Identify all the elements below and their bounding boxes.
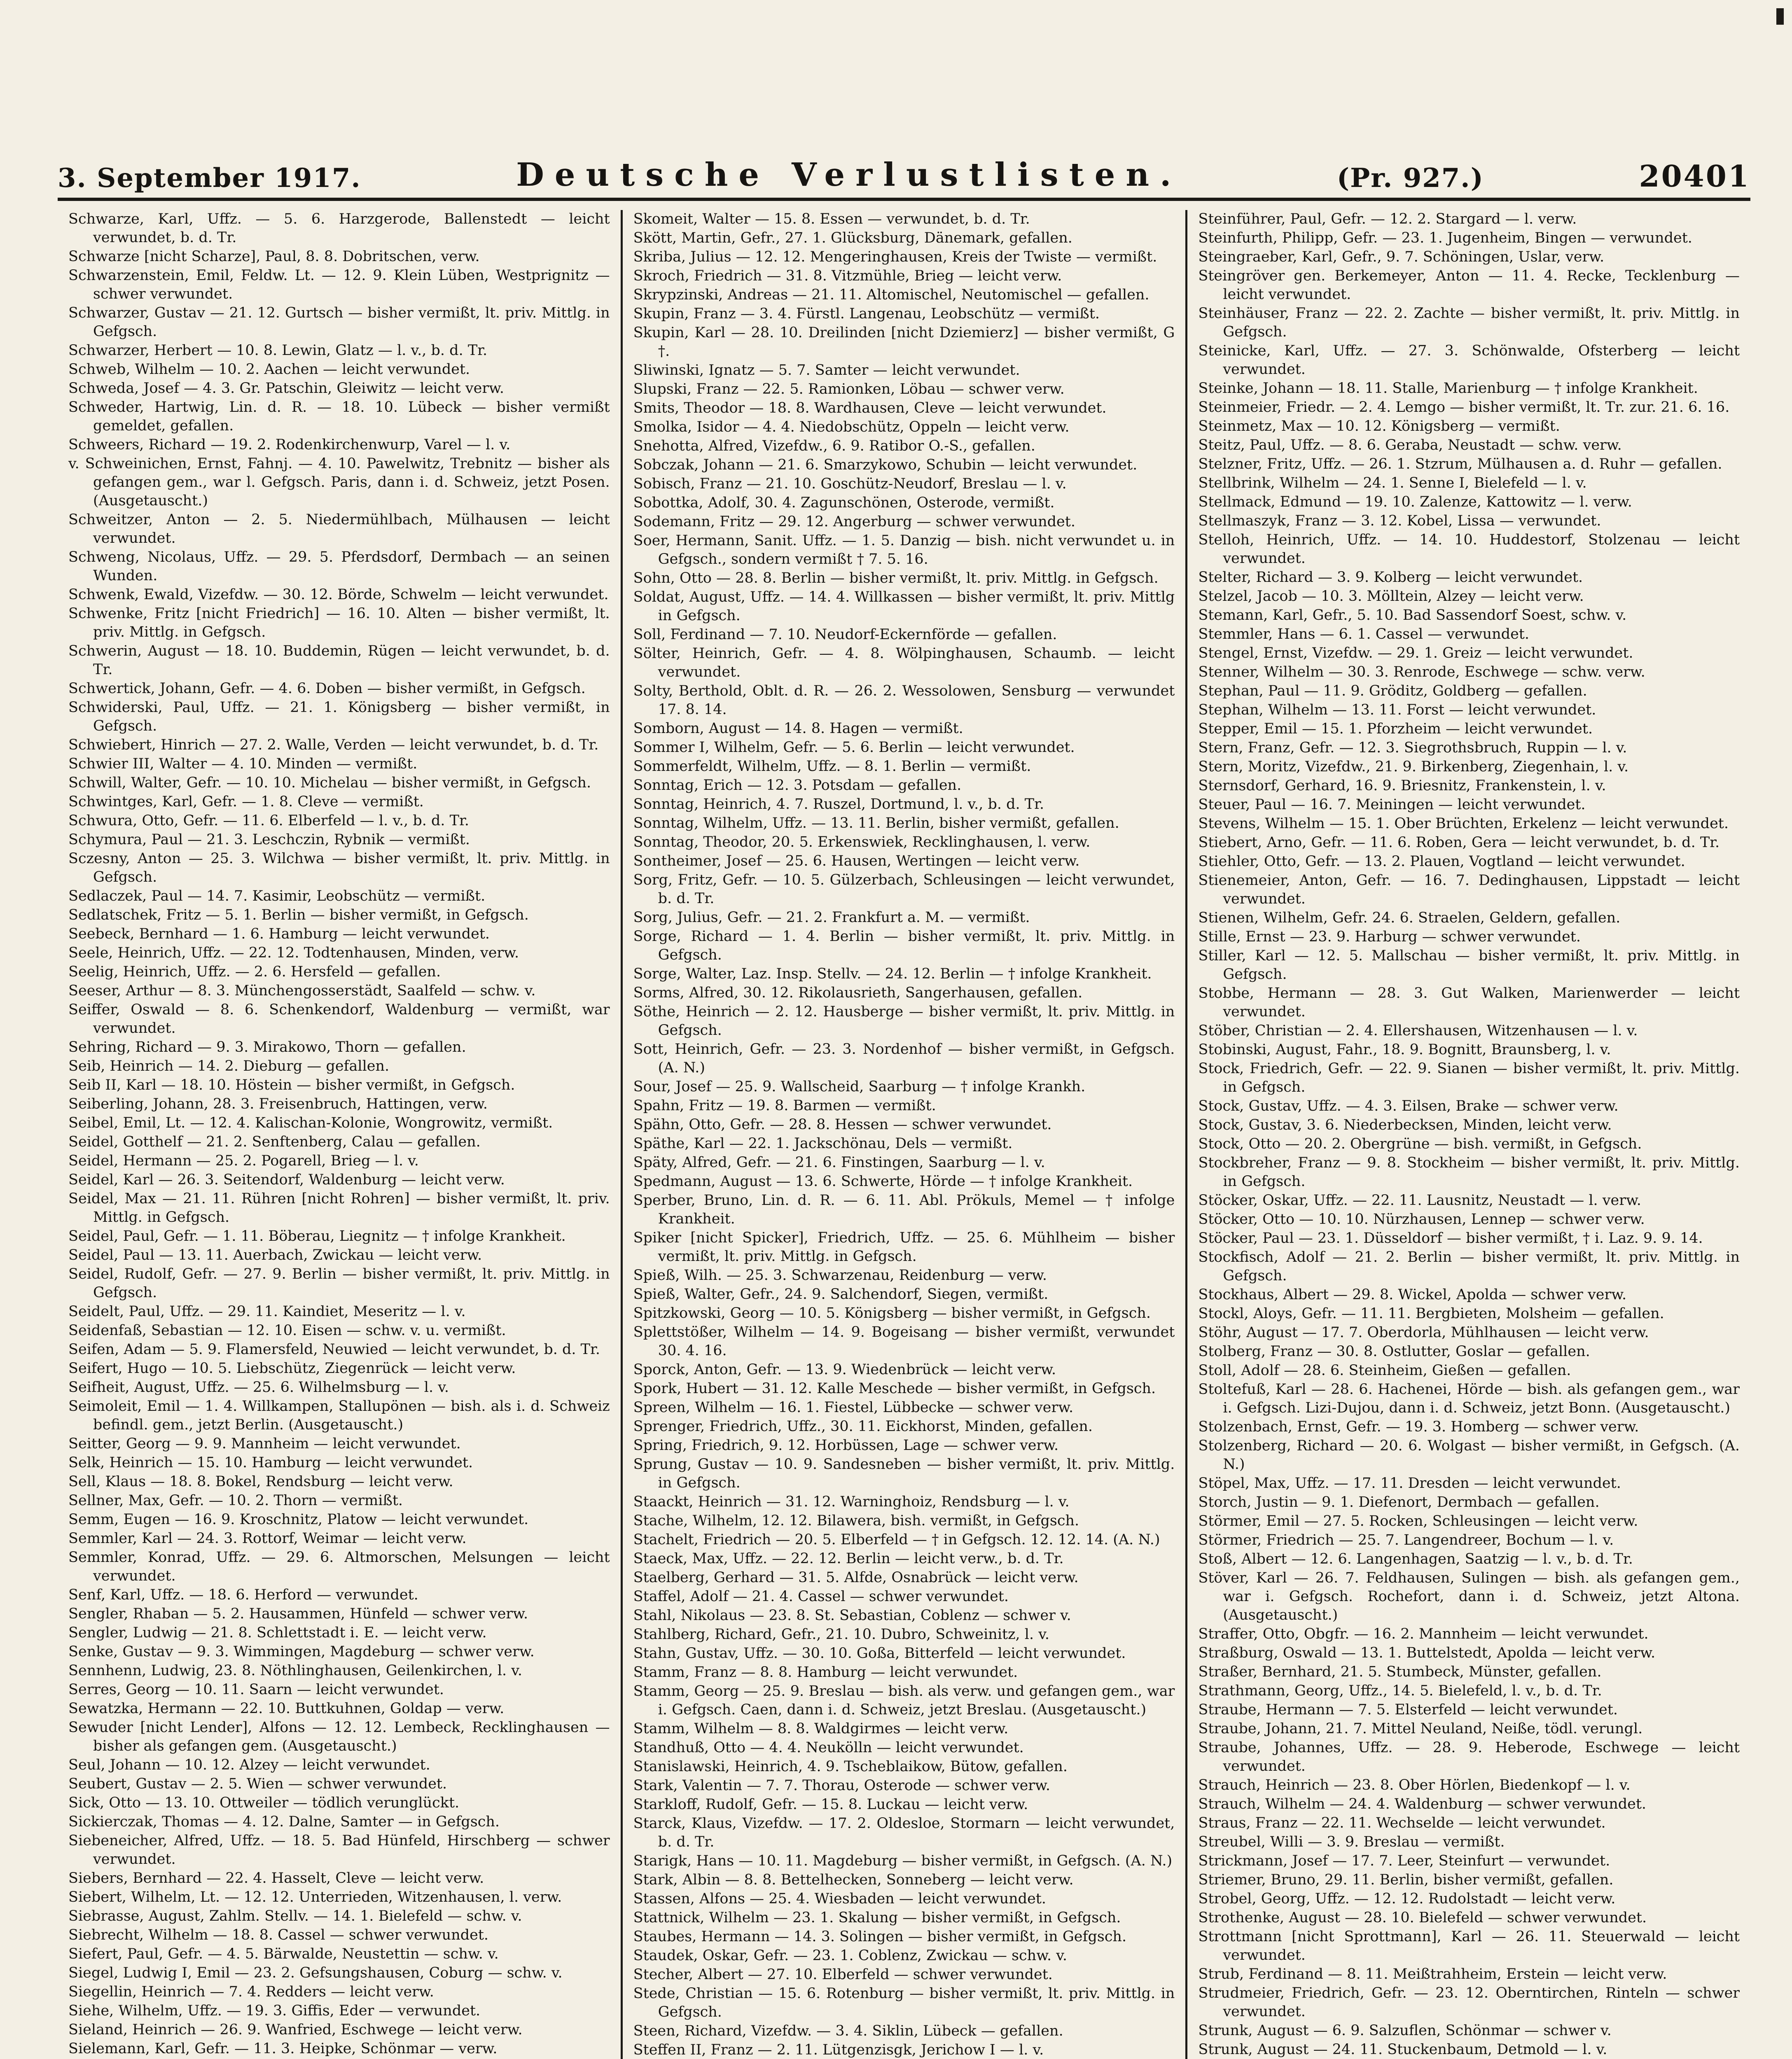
casualty-entry: Sonntag, Theodor, 20. 5. Erkenswiek, Recklinghausen, l. verw.: [633, 834, 1091, 850]
casualty-entry: Semmler, Karl — 24. 3. Rottorf, Weimar — leicht verw.: [68, 1530, 467, 1547]
casualty-entry: Straube, Johann, 21. 7. Mittel Neuland, Neiße, tödl. verungl.: [1198, 1721, 1643, 1737]
casualty-entry: Schwerin, August — 18. 10. Buddemin, Rügen — leicht verwundet, b. d. Tr.: [68, 643, 610, 678]
casualty-entry: Spreen, Wilhelm — 16. 1. Fiestel, Lübbecke — schwer verw.: [633, 1399, 1074, 1416]
casualty-entry: Stemmler, Hans — 6. 1. Cassel — verwundet.: [1198, 626, 1529, 642]
casualty-entry: Staubes, Hermann — 14. 3. Solingen — bisher vermißt, in Gefgsch.: [633, 1928, 1127, 1945]
casualty-entry: Spitzkowski, Georg — 10. 5. Königsberg — bisher vermißt, in Gefgsch.: [633, 1305, 1151, 1321]
casualty-entry: Stanislawski, Heinrich, 4. 9. Tscheblaikow, Bütow, gefallen.: [633, 1758, 1068, 1775]
casualty-entry: Stock, Gustav, 3. 6. Niederbecksen, Minden, leicht verw.: [1198, 1117, 1612, 1133]
casualty-entry: Staudek, Oskar, Gefr. — 23. 1. Coblenz, Zwickau — schw. v.: [633, 1947, 1068, 1964]
casualty-entry: Spork, Hubert — 31. 12. Kalle Meschede — bisher vermißt, in Gefgsch.: [633, 1380, 1156, 1397]
page-number: 20401: [1639, 159, 1750, 194]
casualty-entry: Steinfurth, Philipp, Gefr. — 23. 1. Jugenheim, Bingen — verwundet.: [1198, 230, 1692, 246]
casualty-entry: Stoll, Adolf — 28. 6. Steinheim, Gießen — gefallen.: [1198, 1362, 1571, 1379]
casualty-entry: Siehe, Wilhelm, Uffz. — 19. 3. Giffis, Eder — verwundet.: [68, 2003, 481, 2019]
casualty-entry: Straube, Johannes, Uffz. — 28. 9. Heberode, Eschwege — leicht verwundet.: [1198, 1739, 1740, 1774]
casualty-entry: Soldat, August, Uffz. — 14. 4. Willkassen — bisher vermißt, lt. priv. Mittlg in Gefgsch.: [633, 589, 1175, 624]
casualty-entry: Steffen II, Franz — 2. 11. Lütgenzisgk, Jerichow I — l. v.: [633, 2042, 1044, 2058]
casualty-entry: Sewuder [nicht Lender], Alfons — 12. 12. Lembeck, Recklinghausen — bisher als gefangen gem. (Ausgetauscht.): [68, 1719, 610, 1754]
casualty-entry: Steitz, Paul, Uffz. — 8. 6. Geraba, Neustadt — schw. verw.: [1198, 437, 1622, 453]
casualty-entry: Spieß, Wilh. — 25. 3. Schwarzenau, Reidenburg — verw.: [633, 1267, 1047, 1284]
casualty-entry: Staackt, Heinrich — 31. 12. Warninghoiz, Rendsburg — l. v.: [633, 1494, 1070, 1510]
casualty-entry: Seifheit, August, Uffz. — 25. 6. Wilhelmsburg — l. v.: [68, 1379, 449, 1396]
casualty-entry: Sedlatschek, Fritz — 5. 1. Berlin — bisher vermißt, in Gefgsch.: [68, 907, 529, 923]
casualty-entry: Straffer, Otto, Obgfr. — 16. 2. Mannheim — leicht verwundet.: [1198, 1626, 1649, 1642]
casualty-entry: Seimoleit, Emil — 1. 4. Willkampen, Stallupönen — bish. als i. d. Schweiz befindl. gem., jetzt Berlin. (Ausgetauscht.): [68, 1398, 610, 1433]
casualty-entry: Siebert, Wilhelm, Lt. — 12. 12. Unterrieden, Witzenhausen, l. verw.: [68, 1889, 562, 1905]
casualty-entry: Spähn, Otto, Gefr. — 28. 8. Hessen — schwer verwundet.: [633, 1116, 1052, 1133]
casualty-entry: Seidelt, Paul, Uffz. — 29. 11. Kaindiet, Meseritz — l. v.: [68, 1303, 466, 1320]
casualty-entry: Sporck, Anton, Gefr. — 13. 9. Wiedenbrück — leicht verw.: [633, 1361, 1056, 1378]
casualty-entry: v. Schweinichen, Ernst, Fahnj. — 4. 10. Pawelwitz, Trebnitz — bisher als gefangen gem., war l. Gefgsch. Paris, dann i. d. Schweiz, jetzt Posen. (Ausgetauscht.): [68, 455, 610, 509]
casualty-entry: Schwarze, Karl, Uffz. — 5. 6. Harzgerode, Ballenstedt — leicht verwundet, b. d. Tr.: [68, 211, 610, 246]
casualty-entry: Skriba, Julius — 12. 12. Mengeringhausen, Kreis der Twiste — vermißt.: [633, 249, 1157, 265]
casualty-entry: Stark, Albin — 8. 8. Bettelhecken, Sonneberg — leicht verw.: [633, 1872, 1074, 1888]
casualty-entry: Skroch, Friedrich — 31. 8. Vitzmühle, Brieg — leicht verw.: [633, 268, 1062, 284]
casualty-entry: Sengler, Rhaban — 5. 2. Hausammen, Hünfeld — schwer verw.: [68, 1606, 528, 1622]
casualty-entry: Sommer I, Wilhelm, Gefr. — 5. 6. Berlin — leicht verwundet.: [633, 739, 1075, 756]
casualty-entry: Strothenke, August — 28. 10. Bielefeld — schwer verwundet.: [1198, 1910, 1647, 1926]
casualty-entry: Stelloh, Heinrich, Uffz. — 14. 10. Huddestorf, Stolzenau — leicht verwundet.: [1198, 532, 1740, 567]
casualty-entry: Siebers, Bernhard — 22. 4. Hasselt, Cleve — leicht verw.: [68, 1870, 484, 1886]
casualty-entry: Staelberg, Gerhard — 31. 5. Alfde, Osnabrück — leicht verw.: [633, 1569, 1079, 1586]
casualty-entry: Stöcker, Paul — 23. 1. Düsseldorf — bisher vermißt, † i. Laz. 9. 9. 14.: [1198, 1230, 1703, 1247]
casualty-entry: Strathmann, Georg, Uffz., 14. 5. Bielefeld, l. v., b. d. Tr.: [1198, 1683, 1602, 1699]
casualty-entry: Sellner, Max, Gefr. — 10. 2. Thorn — vermißt.: [68, 1492, 403, 1509]
casualty-entry: Stelter, Richard — 3. 9. Kolberg — leicht verwundet.: [1198, 569, 1583, 586]
casualty-entry: Stiller, Karl — 12. 5. Mallschau — bisher vermißt, lt. priv. Mittlg. in Gefgsch.: [1198, 948, 1740, 983]
casualty-entry: Stöpel, Max, Uffz. — 17. 11. Dresden — leicht verwundet.: [1198, 1475, 1621, 1492]
casualty-entry: Späthe, Karl — 22. 1. Jackschönau, Dels — vermißt.: [633, 1135, 1013, 1152]
casualty-entry: Strunk, August — 24. 11. Stuckenbaum, Detmold — l. v.: [1198, 2041, 1607, 2058]
casualty-entry: Steingröver gen. Berkemeyer, Anton — 11. 4. Recke, Tecklenburg — leicht verwundet.: [1198, 268, 1740, 303]
casualty-entry: Schweng, Nicolaus, Uffz. — 29. 5. Pferdsdorf, Dermbach — an seinen Wunden.: [68, 549, 610, 584]
casualty-entry: Späty, Alfred, Gefr. — 21. 6. Finstingen, Saarburg — l. v.: [633, 1154, 1045, 1171]
casualty-entry: Sobisch, Franz — 21. 10. Goschütz-Neudorf, Breslau — l. v.: [633, 476, 1067, 492]
casualty-entry: Staeck, Max, Uffz. — 22. 12. Berlin — leicht verw., b. d. Tr.: [633, 1550, 1064, 1567]
casualty-entry: Siebrasse, August, Zahlm. Stellv. — 14. 1. Bielefeld — schw. v.: [68, 1908, 522, 1924]
casualty-entry: Schwenke, Fritz [nicht Friedrich] — 16. 10. Alten — bisher vermißt, lt. priv. Mittlg. in Gefgsch.: [68, 605, 610, 640]
casualty-entry: Seidel, Paul, Gefr. — 1. 11. Böberau, Liegnitz — † infolge Krankheit.: [68, 1228, 566, 1244]
casualty-entry: Schwarzenstein, Emil, Feldw. Lt. — 12. 9. Klein Lüben, Westprignitz — schwer verwundet.: [68, 267, 610, 302]
casualty-entry: Seidel, Paul — 13. 11. Auerbach, Zwickau — leicht verw.: [68, 1247, 482, 1263]
casualty-entry: Stamm, Georg — 25. 9. Breslau — bish. als verw. und gefangen gem., war i. Gefgsch. Caen, dann i. d. Schweiz, jetzt Breslau. (Ausgetauscht.): [633, 1683, 1175, 1718]
casualty-entry: Stille, Ernst — 23. 9. Harburg — schwer verwundet.: [1198, 929, 1581, 945]
casualty-entry: Schweb, Wilhelm — 10. 2. Aachen — leicht verwundet.: [68, 361, 470, 378]
casualty-entry: Strobel, Georg, Uffz. — 12. 12. Rudolstadt — leicht verw.: [1198, 1891, 1616, 1907]
casualty-entry: Seib II, Karl — 18. 10. Höstein — bisher vermißt, in Gefgsch.: [68, 1077, 515, 1093]
column-2: [621, 210, 1186, 2059]
casualty-entry: Spiker [nicht Spicker], Friedrich, Uffz. — 25. 6. Mühlheim — bisher vermißt, lt. priv. Mittlg. in Gefgsch.: [633, 1230, 1175, 1265]
casualty-entry: Skupin, Franz — 3. 4. Fürstl. Langenau, Leobschütz — vermißt.: [633, 306, 1100, 322]
casualty-entry: Stobinski, August, Fahr., 18. 9. Bognitt, Braunsberg, l. v.: [1198, 1041, 1611, 1058]
casualty-entry: Skomeit, Walter — 15. 8. Essen — verwundet, b. d. Tr.: [633, 211, 1030, 227]
casualty-entry: Stachelt, Friedrich — 20. 5. Elberfeld — † in Gefgsch. 12. 12. 14. (A. N.): [633, 1531, 1160, 1548]
casualty-entry: Sedlaczek, Paul — 14. 7. Kasimir, Leobschütz — vermißt.: [68, 888, 486, 904]
casualty-entry: Stockfisch, Adolf — 21. 2. Berlin — bisher vermißt, lt. priv. Mittlg. in Gefgsch.: [1198, 1249, 1740, 1284]
casualty-entry: Senke, Gustav — 9. 3. Wimmingen, Magdeburg — schwer verw.: [68, 1643, 535, 1660]
casualty-entry: Stiebert, Arno, Gefr. — 11. 6. Roben, Gera — leicht verwundet, b. d. Tr.: [1198, 834, 1720, 851]
casualty-entry: Sott, Heinrich, Gefr. — 23. 3. Nordenhof — bisher vermißt, in Gefgsch. (A. N.): [633, 1041, 1175, 1076]
casualty-entry: Seidel, Gotthelf — 21. 2. Senftenberg, Calau — gefallen.: [68, 1134, 481, 1150]
casualty-entry: Stoß, Albert — 12. 6. Langenhagen, Saatzig — l. v., b. d. Tr.: [1198, 1551, 1633, 1567]
casualty-entry: Schweder, Hartwig, Lin. d. R. — 18. 10. Lübeck — bisher vermißt gemeldet, gefallen.: [68, 399, 610, 434]
casualty-entry: Skupin, Karl — 28. 10. Dreilinden [nicht Dziemierz] — bisher vermißt, G †.: [633, 324, 1175, 360]
casualty-entry: Stamm, Wilhelm — 8. 8. Waldgirmes — leicht verw.: [633, 1721, 1009, 1737]
casualty-entry: Sommerfeldt, Wilhelm, Uffz. — 8. 1. Berlin — vermißt.: [633, 758, 1031, 775]
casualty-entry: Steuer, Paul — 16. 7. Meiningen — leicht verwundet.: [1198, 796, 1586, 813]
casualty-entry: Steen, Richard, Vizefdw. — 3. 4. Siklin, Lübeck — gefallen.: [633, 2023, 1063, 2039]
casualty-entry: Stephan, Wilhelm — 13. 11. Forst — leicht verwundet.: [1198, 702, 1596, 718]
casualty-entry: Steinke, Johann — 18. 11. Stalle, Marienburg — † infolge Krankheit.: [1198, 380, 1698, 397]
casualty-entry: Stemann, Karl, Gefr., 5. 10. Bad Sassendorf Soest, schw. v.: [1198, 607, 1627, 623]
casualty-entry: Schwiebert, Hinrich — 27. 2. Walle, Verden — leicht verwundet, b. d. Tr.: [68, 737, 599, 753]
scan-corner-mark: [1776, 8, 1784, 25]
casualty-entry: Schweitzer, Anton — 2. 5. Niedermühlbach, Mülhausen — leicht verwundet.: [68, 511, 610, 546]
casualty-entry: Seidel, Hermann — 25. 2. Pogarell, Brieg — l. v.: [68, 1153, 419, 1169]
casualty-entry: Snehotta, Alfred, Vizefdw., 6. 9. Ratibor O.-S., gefallen.: [633, 438, 1035, 454]
casualty-entry: Stamm, Franz — 8. 8. Hamburg — leicht verwundet.: [633, 1664, 1018, 1681]
casualty-entry: Stahn, Gustav, Uffz. — 30. 10. Goßa, Bitterfeld — leicht verwundet.: [633, 1645, 1126, 1662]
casualty-entry: Seifen, Adam — 5. 9. Flamersfeld, Neuwied — leicht verwundet, b. d. Tr.: [68, 1341, 600, 1358]
casualty-entry: Stolberg, Franz — 30. 8. Ostlutter, Goslar — gefallen.: [1198, 1343, 1590, 1360]
casualty-entry: Steingraeber, Karl, Gefr., 9. 7. Schöningen, Uslar, verw.: [1198, 249, 1605, 265]
casualty-entry: Schwarzer, Gustav — 21. 12. Gurtsch — bisher vermißt, lt. priv. Mittlg. in Gefgsch.: [68, 305, 610, 340]
casualty-entry: Sternsdorf, Gerhard, 16. 9. Briesnitz, Frankenstein, l. v.: [1198, 777, 1606, 794]
casualty-entry: Seifert, Hugo — 10. 5. Liebschütz, Ziegenrück — leicht verw.: [68, 1360, 516, 1377]
casualty-entry: Schwill, Walter, Gefr. — 10. 10. Michelau — bisher vermißt, in Gefgsch.: [68, 775, 591, 791]
casualty-entry: Strunk, August — 6. 9. Salzuflen, Schönmar — schwer v.: [1198, 2022, 1612, 2039]
casualty-entry: Selk, Heinrich — 15. 10. Hamburg — leicht verwundet.: [68, 1454, 473, 1471]
casualty-entry: Staffel, Adolf — 21. 4. Cassel — schwer verwundet.: [633, 1588, 1009, 1605]
casualty-entry: Seele, Heinrich, Uffz. — 22. 12. Todtenhausen, Minden, verw.: [68, 945, 519, 961]
casualty-entry: Seidenfaß, Sebastian — 12. 10. Eisen — schw. v. u. vermißt.: [68, 1322, 506, 1339]
page-header: [58, 148, 1750, 194]
casualty-entry: Söthe, Heinrich — 2. 12. Hausberge — bisher vermißt, lt. priv. Mittlg. in Gefgsch.: [633, 1004, 1175, 1039]
casualty-entry: Stengel, Ernst, Vizefdw. — 29. 1. Greiz — leicht verwundet.: [1198, 645, 1633, 661]
casualty-entry: Stellmaszyk, Franz — 3. 12. Kobel, Lissa — verwundet.: [1198, 513, 1601, 529]
casualty-entry: Stevens, Wilhelm — 15. 1. Ober Brüchten, Erkelenz — leicht verwundet.: [1198, 815, 1729, 832]
casualty-entry: Schymura, Paul — 21. 3. Leschczin, Rybnik — vermißt.: [68, 831, 470, 848]
casualty-entry: Seidel, Max — 21. 11. Rühren [nicht Rohren] — bisher vermißt, lt. priv. Mittlg. in Gefgsch.: [68, 1191, 610, 1226]
casualty-entry: Schwertick, Johann, Gefr. — 4. 6. Doben — bisher vermißt, in Gefgsch.: [68, 680, 586, 697]
casualty-entry: Stattnick, Wilhelm — 23. 1. Skalung — bisher vermißt, in Gefgsch.: [633, 1910, 1121, 1926]
casualty-entry: Stenner, Wilhelm — 30. 3. Renrode, Eschwege — schw. verw.: [1198, 664, 1645, 680]
casualty-entry: Skött, Martin, Gefr., 27. 1. Glücksburg, Dänemark, gefallen.: [633, 230, 1072, 246]
casualty-entry: Stöver, Karl — 26. 7. Feldhausen, Sulingen — bish. als gefangen gem., war i. Gefgsch. Rochefort, dann i. d. Schweiz, jetzt Altona. (Ausgetauscht.): [1198, 1570, 1740, 1623]
casualty-entry: Soll, Ferdinand — 7. 10. Neudorf-Eckernförde — gefallen.: [633, 626, 1057, 643]
casualty-entry: Sick, Otto — 13. 10. Ottweiler — tödlich verunglückt.: [68, 1795, 460, 1811]
column-3: [1185, 210, 1750, 2059]
casualty-entry: Sengler, Ludwig — 21. 8. Schlettstadt i. E. — leicht verw.: [68, 1625, 487, 1641]
casualty-entry: Spring, Friedrich, 9. 12. Horbüssen, Lage — schwer verw.: [633, 1437, 1059, 1454]
casualty-entry: Seitter, Georg — 9. 9. Mannheim — leicht verwundet.: [68, 1436, 461, 1452]
casualty-entry: Stolzenberg, Richard — 20. 6. Wolgast — bisher vermißt, in Gefgsch. (A. N.): [1198, 1438, 1740, 1473]
casualty-entry: Stockl, Aloys, Gefr. — 11. 11. Bergbieten, Molsheim — gefallen.: [1198, 1305, 1664, 1322]
casualty-entry: Siebeneicher, Alfred, Uffz. — 18. 5. Bad Hünfeld, Hirschberg — schwer verwundet.: [68, 1833, 610, 1868]
casualty-entry: Stock, Friedrich, Gefr. — 22. 9. Sianen — bisher vermißt, lt. priv. Mittlg. in Gefgsch.: [1198, 1060, 1740, 1095]
casualty-entry: Sobottka, Adolf, 30. 4. Zagunschönen, Osterode, vermißt.: [633, 495, 1055, 511]
casualty-entry: Stellmack, Edmund — 19. 10. Zalenze, Kattowitz — l. verw.: [1198, 494, 1632, 510]
casualty-entry: Sieland, Heinrich — 26. 9. Wanfried, Eschwege — leicht verw.: [68, 2022, 523, 2038]
casualty-entry: Stock, Otto — 20. 2. Obergrüne — bish. vermißt, in Gefgsch.: [1198, 1136, 1642, 1152]
casualty-entry: Stern, Moritz, Vizefdw., 21. 9. Birkenberg, Ziegenhain, l. v.: [1198, 759, 1629, 775]
casualty-entry: Sorge, Richard — 1. 4. Berlin — bisher vermißt, lt. priv. Mittlg. in Gefgsch.: [633, 928, 1175, 963]
casualty-entry: Stecher, Albert — 27. 10. Elberfeld — schwer verwundet.: [633, 1966, 1053, 1983]
casualty-entry: Sorge, Walter, Laz. Insp. Stellv. — 24. 12. Berlin — † infolge Krankheit.: [633, 966, 1152, 982]
issue-date: 3. September 1917.: [58, 163, 361, 194]
casualty-entry: Stockhaus, Albert — 29. 8. Wickel, Apolda — schwer verw.: [1198, 1286, 1627, 1303]
casualty-entry: Sohn, Otto — 28. 8. Berlin — bisher vermißt, lt. priv. Mittlg. in Gefgsch.: [633, 570, 1159, 586]
casualty-entry: Sorg, Fritz, Gefr. — 10. 5. Gülzerbach, Schleusingen — leicht verwundet, b. d. Tr.: [633, 872, 1175, 907]
casualty-entry: Storch, Justin — 9. 1. Diefenort, Dermbach — gefallen.: [1198, 1494, 1600, 1510]
casualty-entry: Seidel, Karl — 26. 3. Seitendorf, Waldenburg — leicht verw.: [68, 1172, 505, 1188]
casualty-entry: Stern, Franz, Gefr. — 12. 3. Siegrothsbruch, Ruppin — l. v.: [1198, 740, 1627, 756]
casualty-entry: Skrypzinski, Andreas — 21. 11. Altomischel, Neutomischel — gefallen.: [633, 287, 1149, 303]
casualty-entry: Solty, Berthold, Oblt. d. R. — 26. 2. Wessolowen, Sensburg — verwundet 17. 8. 14.: [633, 683, 1175, 718]
casualty-entry: Strickmann, Josef — 17. 7. Leer, Steinfurt — verwundet.: [1198, 1853, 1610, 1869]
casualty-entry: Siegellin, Heinrich — 7. 4. Redders — leicht verw.: [68, 1984, 434, 2000]
casualty-entry: Semmler, Konrad, Uffz. — 29. 6. Altmorschen, Melsungen — leicht verwundet.: [68, 1549, 610, 1584]
casualty-entry: Schwiderski, Paul, Uffz. — 21. 1. Königsberg — bisher vermißt, in Gefgsch.: [68, 699, 610, 734]
casualty-entry: Straube, Hermann — 7. 5. Elsterfeld — leicht verwundet.: [1198, 1702, 1618, 1718]
casualty-entry: Stephan, Paul — 11. 9. Gröditz, Goldberg — gefallen.: [1198, 683, 1587, 699]
casualty-entry: Sickierczak, Thomas — 4. 12. Dalne, Samter — in Gefgsch.: [68, 1814, 500, 1830]
publication-title: Deutsche Verlustlisten.: [516, 156, 1182, 194]
casualty-entry: Straus, Franz — 22. 11. Wechselde — leicht verwundet.: [1198, 1815, 1606, 1831]
casualty-entry: Seebeck, Bernhard — 1. 6. Hamburg — leicht verwundet.: [68, 926, 490, 942]
casualty-entry: Siefert, Paul, Gefr. — 4. 5. Bärwalde, Neustettin — schw. v.: [68, 1946, 499, 1962]
casualty-entry: Soer, Hermann, Sanit. Uffz. — 1. 5. Danzig — bish. nicht verwundet u. in Gefgsch., sondern vermißt † 7. 5. 16.: [633, 532, 1175, 567]
casualty-entry: Strauch, Wilhelm — 24. 4. Waldenburg — schwer verwundet.: [1198, 1796, 1647, 1812]
casualty-entry: Stassen, Alfons — 25. 4. Wiesbaden — leicht verwundet.: [633, 1891, 1046, 1907]
casualty-entry: Serres, Georg — 10. 11. Saarn — leicht verwundet.: [68, 1681, 444, 1698]
casualty-entry: Standhuß, Otto — 4. 4. Neukölln — leicht verwundet.: [633, 1739, 1024, 1756]
casualty-entry: Seidel, Rudolf, Gefr. — 27. 9. Berlin — bisher vermißt, lt. priv. Mittlg. in Gefgsch.: [68, 1266, 610, 1301]
header-rule: [58, 198, 1750, 201]
casualty-entry: Semm, Eugen — 16. 9. Kroschnitz, Platow — leicht verwundet.: [68, 1511, 529, 1528]
casualty-entry: Sodemann, Fritz — 29. 12. Angerburg — schwer verwundet.: [633, 514, 1075, 530]
casualty-entry: Stelzel, Jacob — 10. 3. Mölltein, Alzey — leicht verw.: [1198, 588, 1584, 605]
casualty-entry: Starck, Klaus, Vizefdw. — 17. 2. Oldesloe, Stormarn — leicht verwundet, b. d. Tr.: [633, 1815, 1175, 1850]
casualty-entry: Spahn, Fritz — 19. 8. Barmen — vermißt.: [633, 1097, 936, 1114]
casualty-entry: Somborn, August — 14. 8. Hagen — vermißt.: [633, 720, 963, 737]
casualty-entry: Sontheimer, Josef — 25. 6. Hausen, Wertingen — leicht verw.: [633, 853, 1080, 869]
casualty-entry: Sobczak, Johann — 21. 6. Smarzykowo, Schubin — leicht verwundet.: [633, 457, 1138, 473]
casualty-entry: Störmer, Friedrich — 25. 7. Langendreer, Bochum — l. v.: [1198, 1532, 1614, 1548]
casualty-entry: Sölter, Heinrich, Gefr. — 4. 8. Wölpinghausen, Schaumb. — leicht verwundet.: [633, 645, 1175, 680]
casualty-entry: Stienen, Wilhelm, Gefr. 24. 6. Straelen, Geldern, gefallen.: [1198, 910, 1621, 926]
casualty-entry: Störmer, Emil — 27. 5. Rocken, Schleusingen — leicht verw.: [1198, 1513, 1638, 1529]
column-1: [58, 210, 621, 2059]
casualty-entry: Stede, Christian — 15. 6. Rotenburg — bisher vermißt, lt. priv. Mittlg. in Gefgsch.: [633, 1985, 1175, 2020]
casualty-entry: Sehring, Richard — 9. 3. Mirakowo, Thorn — gefallen.: [68, 1039, 466, 1055]
casualty-entry: Stockbreher, Franz — 9. 8. Stockheim — bisher vermißt, lt. priv. Mittlg. in Gefgsch.: [1198, 1155, 1740, 1190]
casualty-entry: Schwier III, Walter — 4. 10. Minden — vermißt.: [68, 756, 418, 772]
casualty-entry: Sonntag, Wilhelm, Uffz. — 13. 11. Berlin, bisher vermißt, gefallen.: [633, 815, 1119, 831]
casualty-entry: Stahl, Nikolaus — 23. 8. St. Sebastian, Coblenz — schwer v.: [633, 1607, 1071, 1624]
casualty-entry: Stahlberg, Richard, Gefr., 21. 10. Dubro, Schweinitz, l. v.: [633, 1626, 1049, 1643]
casualty-entry: Seibel, Emil, Lt. — 12. 4. Kalischan-Kolonie, Wongrowitz, vermißt.: [68, 1115, 553, 1131]
casualty-entry: Seeser, Arthur — 8. 3. Münchengosserstädt, Saalfeld — schw. v.: [68, 983, 536, 999]
casualty-entry: Stelzner, Fritz, Uffz. — 26. 1. Stzrum, Mülhausen a. d. Ruhr — gefallen.: [1198, 456, 1722, 472]
casualty-entry: Stolzenbach, Ernst, Gefr. — 19. 3. Homberg — schwer verw.: [1198, 1419, 1639, 1435]
casualty-entry: Stellbrink, Wilhelm — 24. 1. Senne I, Bielefeld — l. v.: [1198, 475, 1587, 491]
casualty-entry: Stobbe, Hermann — 28. 3. Gut Walken, Marienwerder — leicht verwundet.: [1198, 985, 1740, 1020]
casualty-entry: Sennhenn, Ludwig, 23. 8. Nöthlinghausen, Geilenkirchen, l. v.: [68, 1662, 523, 1679]
casualty-entry: Stöcker, Oskar, Uffz. — 22. 11. Lausnitz, Neustadt — l. verw.: [1198, 1192, 1641, 1209]
casualty-entry: Sell, Klaus — 18. 8. Bokel, Rendsburg — leicht verw.: [68, 1473, 453, 1490]
casualty-entry: Stöcker, Otto — 10. 10. Nürzhausen, Lennep — schwer verw.: [1198, 1211, 1645, 1228]
casualty-entry: Sliwinski, Ignatz — 5. 7. Samter — leicht verwundet.: [633, 362, 1020, 378]
casualty-entry: Seelig, Heinrich, Uffz. — 2. 6. Hersfeld — gefallen.: [68, 964, 441, 980]
casualty-entry: Sprung, Gustav — 10. 9. Sandesneben — bisher vermißt, lt. priv. Mittlg. in Gefgsch.: [633, 1456, 1175, 1491]
casualty-entry: Schwenk, Ewald, Vizefdw. — 30. 12. Börde, Schwelm — leicht verwundet.: [68, 586, 609, 603]
casualty-entry: Schweers, Richard — 19. 2. Rodenkirchenwurp, Varel — l. v.: [68, 437, 511, 453]
casualty-entry: Steinmetz, Max — 10. 12. Königsberg — vermißt.: [1198, 418, 1560, 434]
casualty-entry: Sorms, Alfred, 30. 12. Rikolausrieth, Sangerhausen, gefallen.: [633, 985, 1083, 1001]
casualty-entry: Sour, Josef — 25. 9. Wallscheid, Saarburg — † infolge Krankh.: [633, 1079, 1086, 1095]
casualty-entry: Splettstößer, Wilhelm — 14. 9. Bogeisang — bisher vermißt, verwundet 30. 4. 16.: [633, 1324, 1175, 1359]
issue-number: (Pr. 927.): [1336, 163, 1484, 194]
casualty-entry: Seul, Johann — 10. 12. Alzey — leicht verwundet.: [68, 1757, 430, 1773]
casualty-entry: Straßburg, Oswald — 13. 1. Buttelstedt, Apolda — leicht verw.: [1198, 1645, 1656, 1661]
casualty-entry: Schweda, Josef — 4. 3. Gr. Patschin, Gleiwitz — leicht verw.: [68, 380, 504, 397]
casualty-entry: Stark, Valentin — 7. 7. Thorau, Osterode — schwer verw.: [633, 1777, 1050, 1794]
casualty-entry: Seiffer, Oswald — 8. 6. Schenkendorf, Waldenburg — vermißt, war verwundet.: [68, 1001, 610, 1037]
casualty-entry: Starigk, Hans — 10. 11. Magdeburg — bisher vermißt, in Gefgsch. (A. N.): [633, 1853, 1173, 1869]
casualty-entry: Siegel, Ludwig I, Emil — 23. 2. Gefsungshausen, Coburg — schw. v.: [68, 1965, 563, 1981]
casualty-entry: Stöber, Christian — 2. 4. Ellershausen, Witzenhausen — l. v.: [1198, 1022, 1638, 1039]
casualty-entry: Senf, Karl, Uffz. — 18. 6. Herford — verwundet.: [68, 1587, 418, 1603]
casualty-entry: Steinführer, Paul, Gefr. — 12. 2. Stargard — l. verw.: [1198, 211, 1577, 227]
casualty-entry: Slupski, Franz — 22. 5. Ramionken, Löbau — schwer verw.: [633, 381, 1065, 397]
casualty-entry: Sielemann, Karl, Gefr. — 11. 3. Heipke, Schönmar — verw.: [68, 2040, 498, 2057]
casualty-entry: Strudmeier, Friedrich, Gefr. — 23. 12. Oberntirchen, Rinteln — schwer verwundet.: [1198, 1985, 1740, 2020]
casualty-entry: Schwarze [nicht Scharze], Paul, 8. 8. Dobritschen, verw.: [68, 248, 480, 265]
casualty-entry: Steinhäuser, Franz — 22. 2. Zachte — bisher vermißt, lt. priv. Mittlg. in Gefgsch.: [1198, 305, 1740, 340]
casualty-entry: Spieß, Walter, Gefr., 24. 9. Salchendorf, Siegen, vermißt.: [633, 1286, 1049, 1303]
casualty-entry: Stepper, Emil — 15. 1. Pforzheim — leicht verwundet.: [1198, 721, 1593, 737]
casualty-entry: Stock, Gustav, Uffz. — 4. 3. Eilsen, Brake — schwer verw.: [1198, 1098, 1619, 1114]
casualty-entry: Sewatzka, Hermann — 22. 10. Buttkuhnen, Goldap — verw.: [68, 1700, 505, 1717]
casualty-entry: Seubert, Gustav — 2. 5. Wien — schwer verwundet.: [68, 1776, 447, 1792]
casualty-entry: Steinmeier, Friedr. — 2. 4. Lemgo — bisher vermißt, lt. Tr. zur. 21. 6. 16.: [1198, 399, 1730, 416]
casualty-entry: Sonntag, Erich — 12. 3. Potsdam — gefallen.: [633, 777, 962, 794]
casualty-entry: Sczesny, Anton — 25. 3. Wilchwa — bisher vermißt, lt. priv. Mittlg. in Gefgsch.: [68, 850, 610, 885]
casualty-entry: Strottmann [nicht Sprottmann], Karl — 26. 11. Steuerwald — leicht verwundet.: [1198, 1928, 1740, 1963]
casualty-entry: Steinicke, Karl, Uffz. — 27. 3. Schönwalde, Ofsterberg — leicht verwundet.: [1198, 343, 1740, 378]
casualty-entry: Sorg, Julius, Gefr. — 21. 2. Frankfurt a. M. — vermißt.: [633, 909, 1030, 926]
casualty-entry: Strub, Ferdinand — 8. 11. Meißtrahheim, Erstein — leicht verw.: [1198, 1966, 1667, 1982]
casualty-entry: Seib, Heinrich — 14. 2. Dieburg — gefallen.: [68, 1058, 390, 1074]
casualty-entry: Stiehler, Otto, Gefr. — 13. 2. Plauen, Vogtland — leicht verwundet.: [1198, 853, 1685, 870]
casualty-entry: Schwintges, Karl, Gefr. — 1. 8. Cleve — vermißt.: [68, 794, 424, 810]
casualty-entry: Siebrecht, Wilhelm — 18. 8. Cassel — schwer verwundet.: [68, 1927, 489, 1943]
casualty-entry: Streubel, Willi — 3. 9. Breslau — vermißt.: [1198, 1834, 1505, 1850]
casualty-entry: Straßer, Bernhard, 21. 5. Stumbeck, Münster, gefallen.: [1198, 1664, 1602, 1680]
casualty-entry: Spedmann, August — 13. 6. Schwerte, Hörde — † infolge Krankheit.: [633, 1173, 1133, 1190]
casualty-entry: Stoltefuß, Karl — 28. 6. Hachenei, Hörde — bish. als gefangen gem., war i. Gefgsch. Lizi-Dujou, dann i. d. Schweiz, jetzt Bonn. (Ausgetauscht.): [1198, 1381, 1740, 1416]
casualty-entry: Seiberling, Johann, 28. 3. Freisenbruch, Hattingen, verw.: [68, 1096, 488, 1112]
casualty-entry: Schwura, Otto, Gefr. — 11. 6. Elberfeld — l. v., b. d. Tr.: [68, 812, 470, 829]
casualty-entry: Sprenger, Friedrich, Uffz., 30. 11. Eickhorst, Minden, gefallen.: [633, 1418, 1093, 1435]
columns-container: [58, 210, 1750, 2059]
casualty-entry: Stöhr, August — 17. 7. Oberdorla, Mühlhausen — leicht verw.: [1198, 1324, 1649, 1341]
casualty-entry: Stienemeier, Anton, Gefr. — 16. 7. Dedinghausen, Lippstadt — leicht verwundet.: [1198, 872, 1740, 907]
casualty-entry: Schwarzer, Herbert — 10. 8. Lewin, Glatz — l. v., b. d. Tr.: [68, 342, 488, 359]
casualty-entry: Stache, Wilhelm, 12. 12. Bilawera, bish. vermißt, in Gefgsch.: [633, 1513, 1079, 1529]
casualty-entry: Smolka, Isidor — 4. 4. Niedobschütz, Oppeln — leicht verw.: [633, 419, 1070, 435]
casualty-entry: Sperber, Bruno, Lin. d. R. — 6. 11. Abl. Prökuls, Memel — † infolge Krankheit.: [633, 1192, 1175, 1227]
casualty-entry: Smits, Theodor — 18. 8. Wardhausen, Cleve — leicht verwundet.: [633, 400, 1107, 416]
casualty-entry: Sonntag, Heinrich, 4. 7. Ruszel, Dortmund, l. v., b. d. Tr.: [633, 796, 1044, 812]
casualty-entry: Striemer, Bruno, 29. 11. Berlin, bisher vermißt, gefallen.: [1198, 1872, 1614, 1888]
casualty-entry: Starkloff, Rudolf, Gefr. — 15. 8. Luckau — leicht verw.: [633, 1796, 1028, 1813]
casualty-entry: Strauch, Heinrich — 23. 8. Ober Hörlen, Biedenkopf — l. v.: [1198, 1777, 1631, 1793]
